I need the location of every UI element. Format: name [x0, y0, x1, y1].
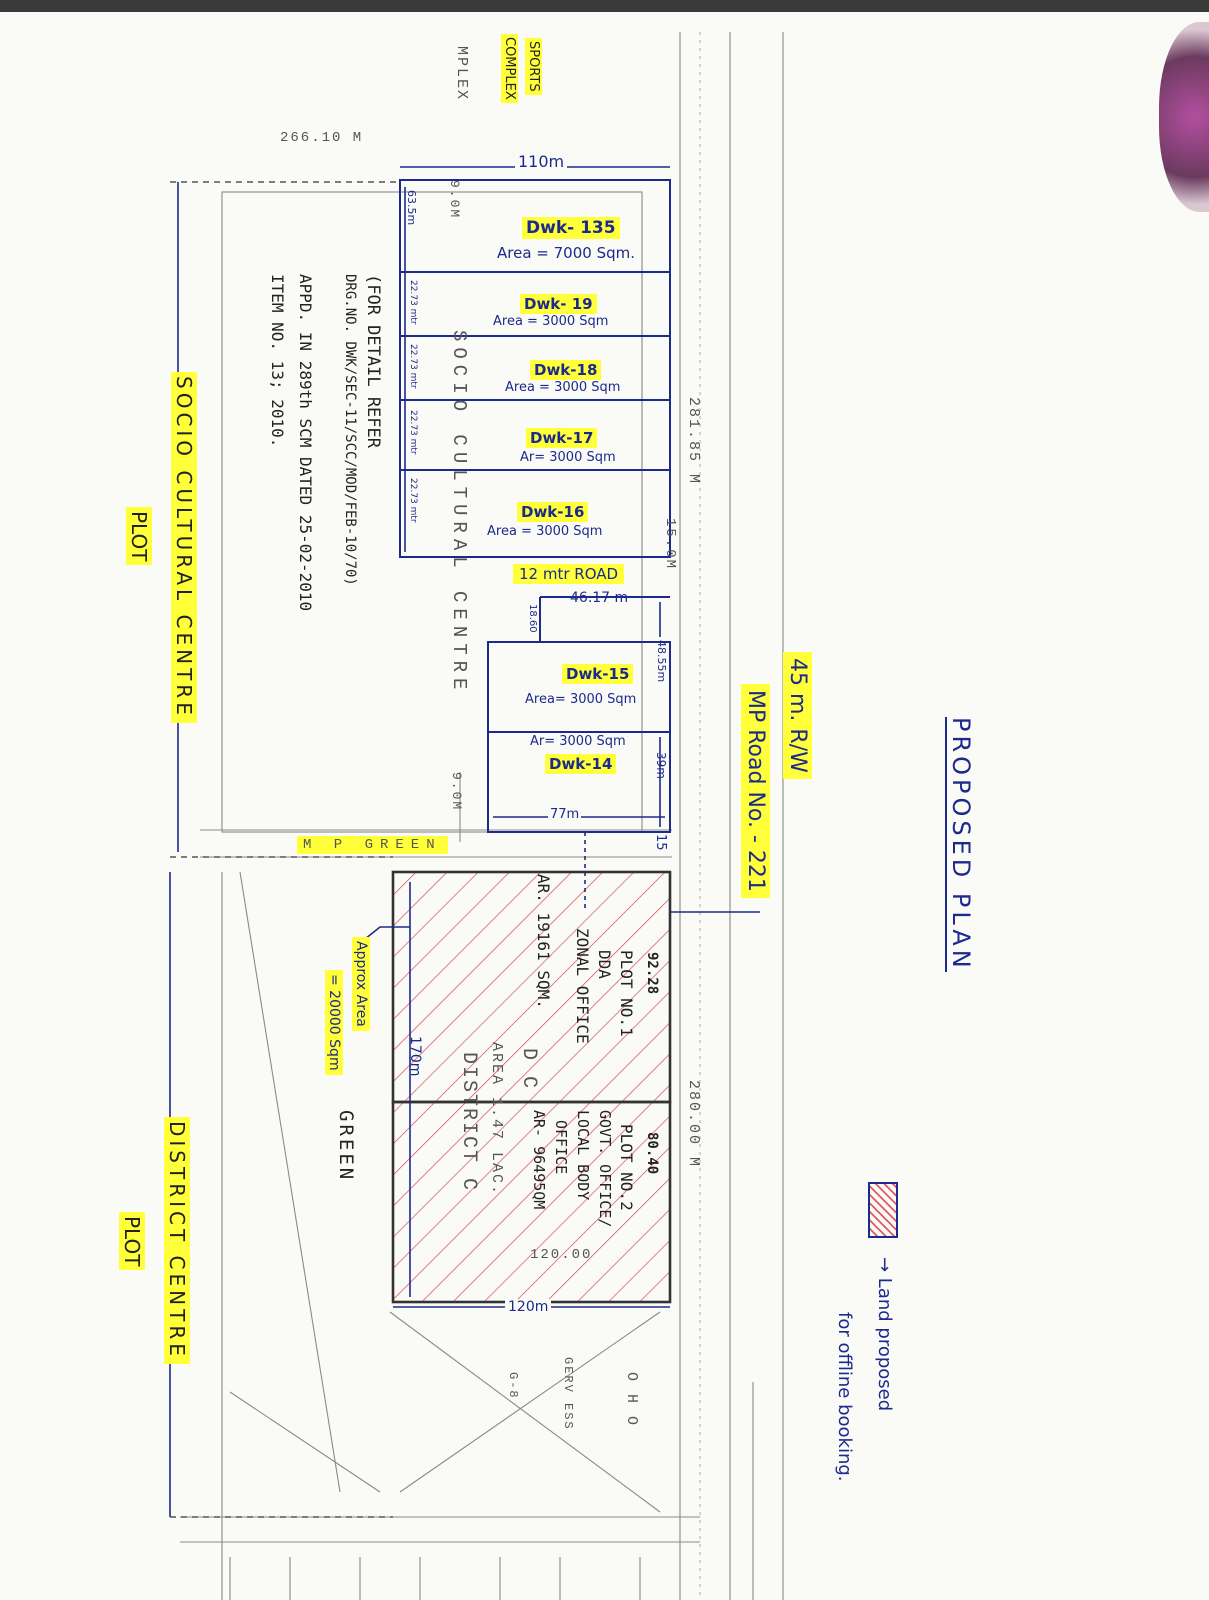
plot-dwk-17: Dwk-17: [526, 428, 597, 448]
legend-text-1: → Land proposed: [874, 1257, 895, 1412]
district-plot-line2: PLOT: [119, 1212, 145, 1270]
plot-dwk-17-area: Ar= 3000 Sqm: [520, 450, 616, 465]
sports-label-1: SPORTS: [525, 38, 542, 95]
dim-12000: 120.00: [530, 1247, 593, 1263]
sports-label-2: COMPLEX: [501, 34, 518, 103]
dim-150: 15.0M: [662, 518, 678, 571]
green-label: GREEN: [335, 1110, 357, 1183]
page-title: PROPOSED PLAN: [947, 717, 975, 972]
note-line4: ITEM NO. 13; 2010.: [268, 274, 287, 448]
dim-2273-c: 22.73 mtr: [408, 410, 418, 455]
note-line3: APPD. IN 289th SCM DATED 25-02-2010: [296, 274, 315, 612]
legend-text-2: for offline booking.: [834, 1312, 855, 1482]
plot-dwk-19-area: Area = 3000 Sqm: [493, 314, 609, 329]
socio-plot-line1: SOCIO CULTURAL CENTRE: [171, 372, 197, 723]
district-printed-3: AREA 1.47 LAC.: [488, 1042, 505, 1197]
mp-green: M P GREEN: [297, 836, 448, 854]
plot-dwk-15: Dwk-15: [562, 664, 633, 684]
plot-dwk-14-area: Ar= 3000 Sqm: [530, 734, 626, 749]
dim-2273-b: 22.73 mtr: [408, 344, 418, 389]
right-printed-3: G-8: [506, 1372, 520, 1400]
road-name: MP Road No. - 221: [741, 684, 770, 898]
plot-dwk-18-area: Area = 3000 Sqm: [505, 380, 621, 395]
plot-dwk-14: Dwk-14: [545, 754, 616, 774]
district-printed-1: D C: [517, 1048, 540, 1091]
dim-1860: 18.60: [527, 604, 538, 633]
right-printed-2: GERV ESS: [561, 1357, 575, 1431]
note-line1: (FOR DETAIL REFER: [363, 274, 383, 448]
plot2-line1: PLOT NO.2: [617, 1124, 636, 1211]
road-row-label: 45 m. R/W: [783, 652, 812, 779]
dim-4617: 46.17 m: [570, 590, 629, 606]
road-12m-label: 12 mtr ROAD: [513, 564, 624, 584]
legend-swatch: [868, 1182, 898, 1238]
dim-90-bottom: 9.0M: [449, 772, 464, 812]
dim-9228: 92.28: [644, 952, 660, 995]
socio-printed: SOCIO CULTURAL CENTRE: [448, 330, 470, 696]
dim-280: 280.00 M: [685, 1080, 702, 1169]
plot1-line2: DDA: [595, 950, 614, 979]
plot2-line3: LOCAL BODY: [574, 1110, 592, 1201]
drawing-sheet: [0, 12, 1209, 1600]
plot-dwk-15-area: Area= 3000 Sqm: [525, 692, 637, 707]
plot-dwk-18: Dwk-18: [530, 360, 601, 380]
plot-dwk-135: Dwk- 135: [522, 217, 620, 239]
dim-15: 15: [653, 834, 668, 851]
sports-printed: MPLEX: [453, 46, 470, 102]
plot1-line4: AR. 19161 SQM.: [534, 874, 553, 1009]
note-line2: DRG.NO. DWK/SEC-11/SCC/MOD/FEB-10/70): [342, 274, 358, 586]
plot-dwk-135-area: Area = 7000 Sqm.: [497, 244, 635, 262]
plot1-line3: ZONAL OFFICE: [573, 928, 592, 1044]
dim-77: 77m: [550, 807, 580, 822]
district-printed-2: DISTRICT C: [457, 1052, 480, 1193]
plot-dwk-16-area: Area = 3000 Sqm: [487, 524, 603, 539]
dim-8040: 80.40: [644, 1132, 660, 1175]
dim-635: 63.5m: [405, 190, 418, 226]
socio-plot-line2: PLOT: [126, 507, 152, 565]
approx-area-2: = 20000 Sqm: [325, 970, 343, 1075]
plot2-line4: OFFICE: [552, 1120, 570, 1175]
plot2-line5: AR- 96495QM: [530, 1110, 548, 1210]
right-printed-1: O H O: [623, 1372, 640, 1428]
dim-4855: 48.55m: [655, 640, 668, 683]
plot-dwk-16: Dwk-16: [517, 502, 588, 522]
dim-2273-a: 22.73 mtr: [408, 280, 418, 325]
plot-dwk-19: Dwk- 19: [520, 294, 597, 314]
plot2-line2: GOVT. OFFICE/: [596, 1110, 614, 1228]
dim-2273-d: 22.73 mtr: [408, 478, 418, 523]
dim-110: 110m: [515, 152, 567, 171]
dim-281: 281.85 M: [685, 397, 702, 486]
dim-39: 39m: [654, 752, 668, 779]
dim-90-top: 9.0M: [447, 180, 462, 220]
approx-area-1: Approx Area: [352, 937, 370, 1031]
dim-120: 120m: [505, 1299, 551, 1315]
dim-170: 170m: [407, 1036, 423, 1077]
dim-266: 266.10 M: [280, 130, 364, 146]
plot1-line1: PLOT NO.1: [617, 950, 636, 1037]
district-plot-line1: DISTRICT CENTRE: [164, 1117, 190, 1364]
